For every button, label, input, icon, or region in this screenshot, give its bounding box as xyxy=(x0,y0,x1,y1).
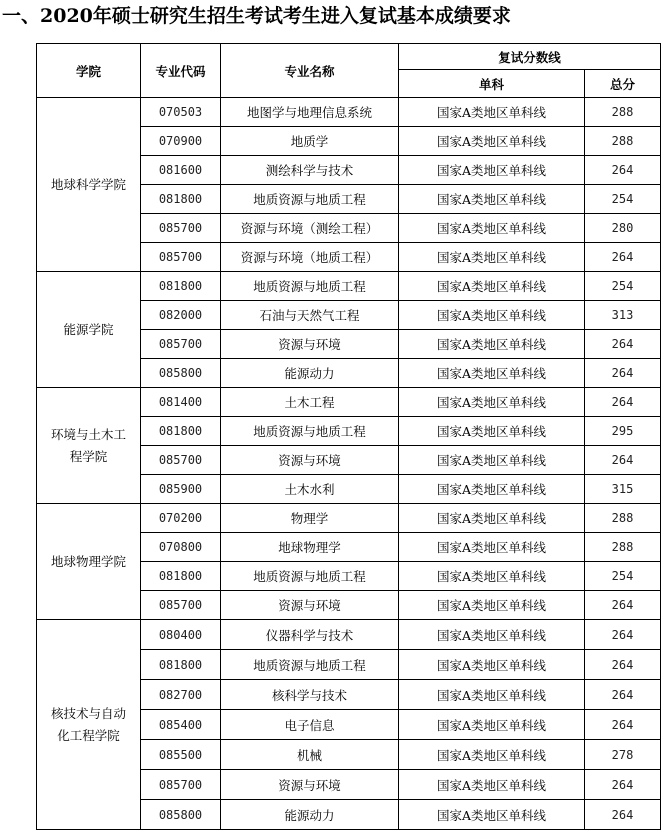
code-cell: 085800 xyxy=(141,800,221,830)
single-line-cell: 国家A类地区单科线 xyxy=(399,620,585,650)
major-cell: 仪器科学与技术 xyxy=(221,620,399,650)
single-line-cell: 国家A类地区单科线 xyxy=(399,417,585,446)
major-cell: 地球物理学 xyxy=(221,533,399,562)
total-score-cell: 264 xyxy=(585,243,661,272)
single-line-cell: 国家A类地区单科线 xyxy=(399,359,585,388)
header-total: 总分 xyxy=(585,70,661,98)
total-score-cell: 264 xyxy=(585,330,661,359)
major-cell: 物理学 xyxy=(221,504,399,533)
major-cell: 土木水利 xyxy=(221,475,399,504)
page-title: 一、2020年硕士研究生招生考试考生进入复试基本成绩要求 xyxy=(2,5,511,27)
single-line-cell: 国家A类地区单科线 xyxy=(399,185,585,214)
single-line-cell: 国家A类地区单科线 xyxy=(399,446,585,475)
total-score-cell: 254 xyxy=(585,272,661,301)
major-cell: 地质资源与地质工程 xyxy=(221,417,399,446)
code-cell: 081400 xyxy=(141,388,221,417)
table-row xyxy=(37,98,661,127)
code-cell: 081800 xyxy=(141,272,221,301)
total-score-cell: 264 xyxy=(585,680,661,710)
code-cell: 085500 xyxy=(141,740,221,770)
single-line-cell: 国家A类地区单科线 xyxy=(399,710,585,740)
total-score-cell: 264 xyxy=(585,591,661,620)
major-cell: 资源与环境 xyxy=(221,591,399,620)
major-cell: 地质学 xyxy=(221,127,399,156)
single-line-cell: 国家A类地区单科线 xyxy=(399,475,585,504)
total-score-cell: 264 xyxy=(585,800,661,830)
college-cell: 地球物理学院 xyxy=(37,504,141,620)
total-score-cell: 254 xyxy=(585,185,661,214)
major-cell: 地质资源与地质工程 xyxy=(221,650,399,680)
total-score-cell: 264 xyxy=(585,156,661,185)
total-score-cell: 264 xyxy=(585,446,661,475)
single-line-cell: 国家A类地区单科线 xyxy=(399,800,585,830)
score-table xyxy=(36,43,661,830)
code-cell: 085400 xyxy=(141,710,221,740)
total-score-cell: 315 xyxy=(585,475,661,504)
college-cell: 能源学院 xyxy=(37,272,141,388)
major-cell: 资源与环境 xyxy=(221,446,399,475)
single-line-cell: 国家A类地区单科线 xyxy=(399,272,585,301)
major-cell: 地图学与地理信息系统 xyxy=(221,98,399,127)
header-scoreline: 复试分数线 xyxy=(399,44,661,70)
total-score-cell: 288 xyxy=(585,504,661,533)
code-cell: 085700 xyxy=(141,591,221,620)
header-single: 单科 xyxy=(399,70,585,98)
major-cell: 电子信息 xyxy=(221,710,399,740)
major-cell: 土木工程 xyxy=(221,388,399,417)
table-row xyxy=(37,504,661,533)
major-cell: 资源与环境（地质工程） xyxy=(221,243,399,272)
single-line-cell: 国家A类地区单科线 xyxy=(399,243,585,272)
code-cell: 082000 xyxy=(141,301,221,330)
total-score-cell: 254 xyxy=(585,562,661,591)
total-score-cell: 278 xyxy=(585,740,661,770)
major-cell: 能源动力 xyxy=(221,800,399,830)
single-line-cell: 国家A类地区单科线 xyxy=(399,740,585,770)
header-code: 专业代码 xyxy=(141,44,221,98)
college-cell: 核技术与自动化工程学院 xyxy=(37,620,141,830)
total-score-cell: 295 xyxy=(585,417,661,446)
code-cell: 070800 xyxy=(141,533,221,562)
single-line-cell: 国家A类地区单科线 xyxy=(399,504,585,533)
major-cell: 石油与天然气工程 xyxy=(221,301,399,330)
major-cell: 地质资源与地质工程 xyxy=(221,272,399,301)
header-major: 专业名称 xyxy=(221,44,399,98)
major-cell: 机械 xyxy=(221,740,399,770)
total-score-cell: 264 xyxy=(585,620,661,650)
single-line-cell: 国家A类地区单科线 xyxy=(399,533,585,562)
total-score-cell: 313 xyxy=(585,301,661,330)
single-line-cell: 国家A类地区单科线 xyxy=(399,214,585,243)
code-cell: 081800 xyxy=(141,562,221,591)
major-cell: 测绘科学与技术 xyxy=(221,156,399,185)
single-line-cell: 国家A类地区单科线 xyxy=(399,562,585,591)
single-line-cell: 国家A类地区单科线 xyxy=(399,650,585,680)
code-cell: 085800 xyxy=(141,359,221,388)
code-cell: 070200 xyxy=(141,504,221,533)
major-cell: 能源动力 xyxy=(221,359,399,388)
single-line-cell: 国家A类地区单科线 xyxy=(399,388,585,417)
code-cell: 085700 xyxy=(141,770,221,800)
single-line-cell: 国家A类地区单科线 xyxy=(399,330,585,359)
total-score-cell: 264 xyxy=(585,388,661,417)
single-line-cell: 国家A类地区单科线 xyxy=(399,156,585,185)
total-score-cell: 288 xyxy=(585,98,661,127)
single-line-cell: 国家A类地区单科线 xyxy=(399,301,585,330)
table-row xyxy=(37,388,661,417)
code-cell: 081600 xyxy=(141,156,221,185)
single-line-cell: 国家A类地区单科线 xyxy=(399,591,585,620)
major-cell: 资源与环境（测绘工程） xyxy=(221,214,399,243)
major-cell: 地质资源与地质工程 xyxy=(221,562,399,591)
code-cell: 081800 xyxy=(141,650,221,680)
header-college: 学院 xyxy=(37,44,141,98)
college-cell: 环境与土木工程学院 xyxy=(37,388,141,504)
major-cell: 资源与环境 xyxy=(221,330,399,359)
total-score-cell: 264 xyxy=(585,710,661,740)
total-score-cell: 264 xyxy=(585,359,661,388)
code-cell: 080400 xyxy=(141,620,221,650)
table-row xyxy=(37,272,661,301)
college-cell: 地球科学学院 xyxy=(37,98,141,272)
table-row xyxy=(37,620,661,650)
code-cell: 070900 xyxy=(141,127,221,156)
code-cell: 085700 xyxy=(141,214,221,243)
single-line-cell: 国家A类地区单科线 xyxy=(399,770,585,800)
code-cell: 081800 xyxy=(141,417,221,446)
major-cell: 地质资源与地质工程 xyxy=(221,185,399,214)
total-score-cell: 280 xyxy=(585,214,661,243)
single-line-cell: 国家A类地区单科线 xyxy=(399,127,585,156)
major-cell: 核科学与技术 xyxy=(221,680,399,710)
table-body xyxy=(37,98,661,830)
single-line-cell: 国家A类地区单科线 xyxy=(399,98,585,127)
code-cell: 085700 xyxy=(141,243,221,272)
total-score-cell: 264 xyxy=(585,770,661,800)
code-cell: 082700 xyxy=(141,680,221,710)
total-score-cell: 264 xyxy=(585,650,661,680)
code-cell: 081800 xyxy=(141,185,221,214)
total-score-cell: 288 xyxy=(585,533,661,562)
code-cell: 085700 xyxy=(141,330,221,359)
code-cell: 070503 xyxy=(141,98,221,127)
code-cell: 085900 xyxy=(141,475,221,504)
total-score-cell: 288 xyxy=(585,127,661,156)
single-line-cell: 国家A类地区单科线 xyxy=(399,680,585,710)
code-cell: 085700 xyxy=(141,446,221,475)
major-cell: 资源与环境 xyxy=(221,770,399,800)
